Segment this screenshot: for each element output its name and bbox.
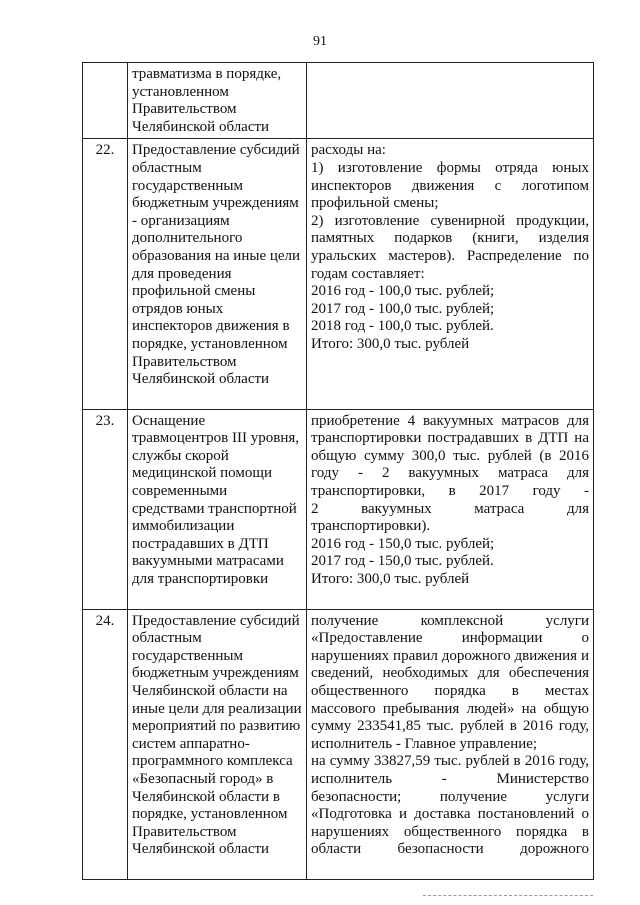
measure-name-cell [128, 409, 307, 609]
measure-name-line: Челябинской области на [132, 683, 288, 699]
measure-description-line: Итого: 300,0 тыс. рублей [311, 335, 470, 352]
measure-name-line: порядке, установленном [132, 335, 288, 352]
measure-name-line: травматизма в порядке, [132, 66, 282, 82]
measure-name-cell [128, 139, 307, 409]
measure-description-line: сведений, необходимых для обеспечения [311, 665, 589, 682]
measure-name-line: Челябинской области [132, 371, 270, 388]
measure-description-line: инспекторов движения с логотипом [311, 177, 589, 194]
measure-description-line: 2017 год - 150,0 тыс. рублей. [311, 553, 494, 570]
measure-name-line: профильной смены [132, 283, 256, 300]
measure-description-line: годам составляет: [311, 265, 425, 282]
row-number: 22. [83, 139, 128, 409]
measure-description-cell [307, 609, 594, 879]
row-number [83, 63, 128, 139]
measure-name-line: пострадавших в ДТП [132, 535, 269, 552]
measure-name-line: порядке, установленном [132, 806, 288, 823]
measure-name-line: бюджетным учреждениям [132, 195, 299, 212]
measure-name-line: средствами транспортной [132, 500, 297, 517]
measure-name-line: современными [132, 483, 228, 500]
measure-name-line: травмоцентров III уровня, [132, 430, 299, 447]
measure-name-line: областным [132, 630, 202, 647]
measure-name-line: программного комплекса [132, 753, 293, 770]
measure-description-line: 1) изготовление формы отряда юных [311, 159, 589, 176]
measure-name-line: Челябинской области [132, 118, 270, 135]
measure-name-cell [128, 609, 307, 879]
table-body [83, 63, 594, 880]
measure-description-line: уральских мастеров). Распределение по [311, 247, 589, 264]
measure-description-line: профильной смены; [311, 195, 439, 212]
measure-description-line: 2016 год - 100,0 тыс. рублей; [311, 283, 495, 300]
measure-description-line: исполнитель - Главное управление; [311, 735, 538, 752]
measure-description-line: нарушениях правил дорожного движения и [311, 647, 589, 664]
measure-description-line: транспортировки). [311, 518, 431, 535]
measure-name-line: государственным [132, 647, 243, 664]
measure-name-line: для транспортировки [132, 571, 269, 588]
measure-name-line: дополнительного [132, 230, 243, 247]
measure-name-line: Правительством [132, 101, 237, 118]
measure-description-line: расходы на: [311, 142, 386, 159]
measure-name-line: Челябинской области в [132, 788, 280, 805]
measure-name-line: иные цели для реализации [132, 700, 302, 717]
measure-name-line: «Безопасный город» в [132, 770, 274, 787]
page-number: 91 [313, 34, 327, 49]
measure-description-line: общественного порядка в местах [311, 683, 589, 699]
measure-description-line: исполнитель - Министерство [311, 770, 589, 787]
row-number: 23. [83, 409, 128, 609]
measure-name-line: иммобилизации [132, 518, 235, 535]
measure-description-line: транспортировки пострадавших в ДТП на [311, 430, 589, 447]
measure-description-line: нарушениях общественного порядка в [311, 823, 589, 840]
measure-name-line: мероприятий по развитию [132, 718, 301, 735]
measure-description-line: Итого: 300,0 тыс. рублей [311, 571, 470, 588]
measure-name-line: вакуумными матрасами [132, 553, 284, 570]
measure-description-line: сумму 233541,85 тыс. рублей в 2016 году, [311, 718, 589, 735]
scan-artifact-line [423, 895, 593, 897]
measure-name-line: Оснащение [132, 412, 206, 429]
measure-description-line: «Предоставление информации о [311, 630, 589, 647]
measure-description-line: 2 вакуумных матраса для [311, 500, 589, 517]
measure-description-cell [307, 63, 594, 139]
measure-name-line: областным [132, 159, 202, 176]
measure-name-line: Предоставление субсидий [132, 142, 300, 159]
measure-description-cell [307, 409, 594, 609]
measure-name-line: образования на иные цели [132, 247, 301, 264]
measure-name-line: службы скорой [132, 447, 229, 464]
measure-name-line: для проведения [132, 265, 232, 282]
measure-description-line: году - 2 вакуумных матраса для [311, 465, 589, 482]
measure-description-line: «Подготовка и доставка постановлений о [311, 806, 589, 823]
measure-name-line: Правительством [132, 823, 237, 840]
measure-name-line: Челябинской области [132, 841, 270, 858]
measure-name-line: отрядов юных [132, 300, 224, 317]
table-row [83, 63, 594, 139]
table-row [83, 409, 594, 609]
measure-description-line: общую сумму 300,0 тыс. рублей (в 2016 [311, 447, 589, 464]
measure-description-cell [307, 139, 594, 409]
measure-name-line: бюджетным учреждениям [132, 665, 299, 682]
measure-description-line: 2) изготовление сувенирной продукции, [311, 212, 589, 229]
measure-name-cell [128, 63, 307, 139]
measure-description-line: получение комплексной услуги [311, 612, 589, 629]
measures-table [82, 62, 594, 880]
measure-name-line: медицинской помощи [132, 465, 272, 482]
measure-description-line: массового пребывания людей» на общую [311, 700, 589, 717]
measure-name-line: установленном [132, 83, 229, 100]
measure-description-line: 2017 год - 100,0 тыс. рублей; [311, 300, 495, 317]
measure-description-line: безопасности; получение услуги [311, 788, 589, 805]
measure-description-line: 2018 год - 100,0 тыс. рублей. [311, 318, 494, 335]
row-number: 24. [83, 609, 128, 879]
measure-name-line: - организациям [132, 212, 230, 229]
measure-name-line: систем аппаратно- [132, 735, 250, 752]
measure-description-line: 2016 год - 150,0 тыс. рублей; [311, 535, 495, 552]
table-row [83, 139, 594, 409]
table-row [83, 609, 594, 879]
measure-name-line: инспекторов движения в [132, 318, 290, 335]
measure-description-line: области безопасности дорожного [311, 841, 589, 858]
measure-description-line: транспортировки, в 2017 году - [311, 483, 589, 500]
measure-description-line: на сумму 33827,59 тыс. рублей в 2016 году, [311, 753, 589, 770]
measure-name-line: Предоставление субсидий [132, 612, 300, 629]
measure-description-line: приобретение 4 вакуумных матрасов для [311, 412, 589, 429]
measure-name-line: Правительством [132, 353, 237, 370]
measure-name-line: государственным [132, 177, 243, 194]
measure-description-line: памятных подарков (книги, изделия [311, 230, 589, 247]
